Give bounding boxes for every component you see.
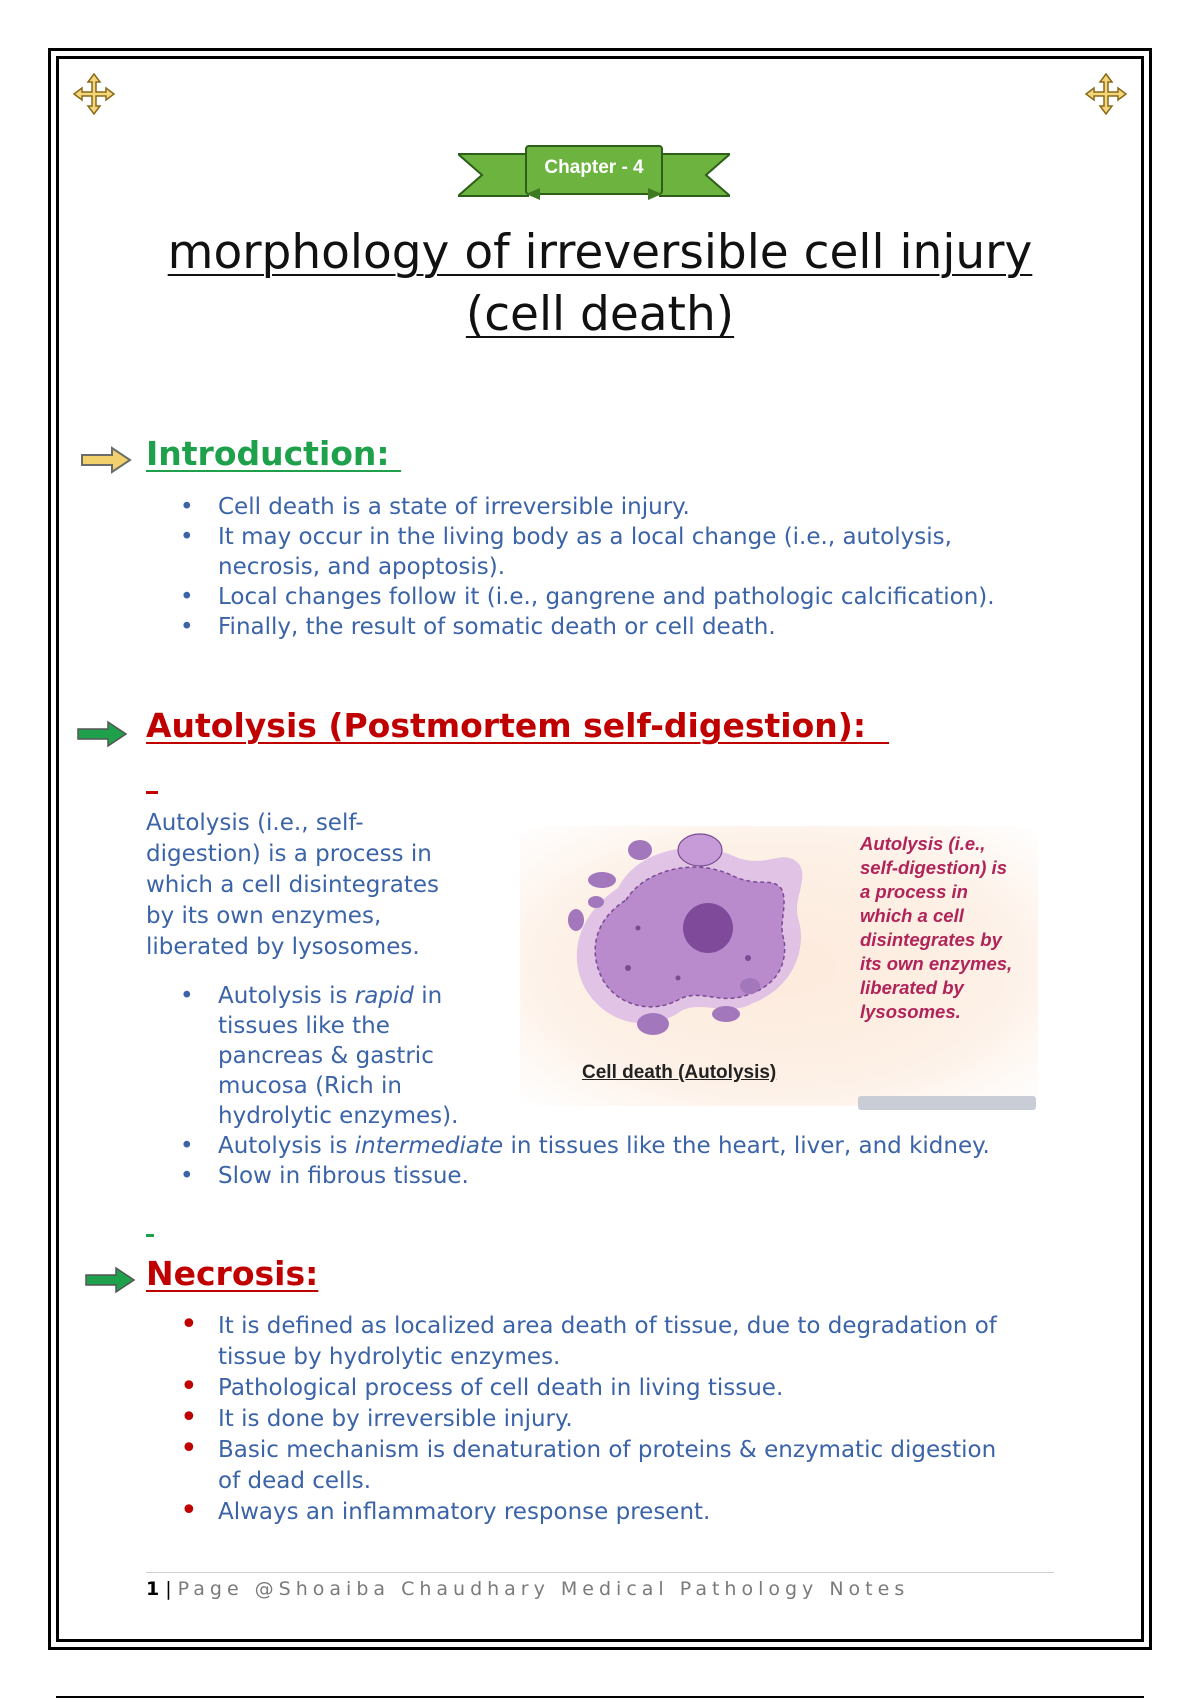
- emphasis-rapid: rapid: [354, 983, 414, 1009]
- paragraph-line: by its own enzymes,: [146, 903, 382, 929]
- title-line-1: morphology of irreversible cell injury: [167, 225, 1033, 280]
- title-line-2: (cell death): [465, 287, 735, 342]
- text-run: mucosa (Rich in: [218, 1073, 402, 1099]
- text-run: in: [413, 983, 443, 1009]
- text-run: of dead cells.: [218, 1468, 372, 1494]
- list-item-continuation: [146, 552, 995, 582]
- cell-illustration: [548, 828, 838, 1060]
- autolysis-paragraph: [146, 808, 476, 963]
- list-item: [146, 1311, 997, 1373]
- list-item: [146, 1373, 997, 1404]
- list-item: [146, 1497, 997, 1528]
- side-text-line: a process in: [860, 881, 968, 902]
- side-text-line: disintegrates by: [860, 929, 1002, 950]
- text-run: Autolysis is: [218, 1133, 355, 1159]
- text-run: tissue by hydrolytic enzymes.: [218, 1344, 561, 1370]
- figure-caption: Cell death (Autolysis): [582, 1062, 777, 1083]
- separator-dash: [146, 791, 158, 794]
- list-item-text: necrosis, and apoptosis).: [218, 554, 506, 580]
- corner-ornament-icon: [1084, 72, 1128, 116]
- text-run: Pathological process of cell death in living tissue.: [218, 1375, 784, 1401]
- list-item: • Cell death is a state of irreversible injury.: [146, 492, 995, 522]
- bottom-rule: [56, 1696, 1144, 1698]
- right-arrow-icon: [80, 446, 132, 474]
- list-item: [146, 1404, 997, 1435]
- emphasis-intermediate: intermediate: [354, 1133, 504, 1159]
- autolysis-heading: Autolysis (Postmortem self-digestion):: [146, 706, 889, 745]
- text-run: It is defined as localized area death of tissue, due to degradation of: [218, 1313, 997, 1339]
- side-text-line: self-digestion) is: [860, 857, 1007, 878]
- list-item: • Finally, the result of somatic death or cell death.: [146, 612, 995, 642]
- figure-bottom-bar: [858, 1096, 1036, 1110]
- corner-ornament-icon: [72, 72, 116, 116]
- list-item: • Slow in fibrous tissue.: [146, 1161, 990, 1191]
- chapter-label: Chapter - 4: [544, 157, 644, 178]
- introduction-heading: Introduction:: [146, 434, 402, 473]
- paragraph-line: which a cell disintegrates: [146, 872, 440, 898]
- right-arrow-icon: [76, 720, 128, 748]
- page-title: [100, 222, 1100, 346]
- separator-dash: [146, 1234, 154, 1237]
- paragraph-line: Autolysis (i.e., self-: [146, 810, 364, 836]
- side-text-line: its own enzymes,: [860, 953, 1013, 974]
- paragraph-line: liberated by lysosomes.: [146, 934, 420, 960]
- footer-divider: [146, 1572, 1054, 1573]
- list-item: [146, 1131, 990, 1161]
- side-text-line: lysosomes.: [860, 1001, 961, 1022]
- list-item: [146, 1435, 997, 1497]
- right-arrow-icon: [84, 1266, 136, 1294]
- necrosis-list: [146, 1311, 997, 1528]
- text-run: pancreas & gastric: [218, 1043, 434, 1069]
- side-text-line: liberated by: [860, 977, 964, 998]
- necrosis-heading: Necrosis:: [146, 1254, 319, 1293]
- text-run: tissues like the: [218, 1013, 390, 1039]
- footer-text: Page @Shoaiba Chaudhary Medical Pathology Notes: [177, 1578, 910, 1600]
- text-run: Always an inflammatory response present.: [218, 1499, 711, 1525]
- text-run: Autolysis is: [218, 983, 355, 1009]
- page-footer: [146, 1578, 909, 1600]
- text-run: hydrolytic enzymes).: [218, 1103, 459, 1129]
- introduction-list: [146, 492, 995, 642]
- side-text-line: which a cell: [860, 905, 964, 926]
- figure-side-text: [860, 832, 1035, 1024]
- side-text-line: Autolysis (i.e.,: [860, 833, 986, 854]
- paragraph-line: digestion) is a process in: [146, 841, 432, 867]
- text-run: Basic mechanism is denaturation of proteins & enzymatic digestion: [218, 1437, 997, 1463]
- list-item: • It may occur in the living body as a local change (i.e., autolysis,: [146, 522, 995, 552]
- footer-separator: |: [165, 1578, 172, 1600]
- page-number: 1: [146, 1578, 160, 1600]
- text-run: It is done by irreversible injury.: [218, 1406, 573, 1432]
- text-run: in tissues like the heart, liver, and kidney.: [503, 1133, 990, 1159]
- list-item: • Local changes follow it (i.e., gangrene and pathologic calcification).: [146, 582, 995, 612]
